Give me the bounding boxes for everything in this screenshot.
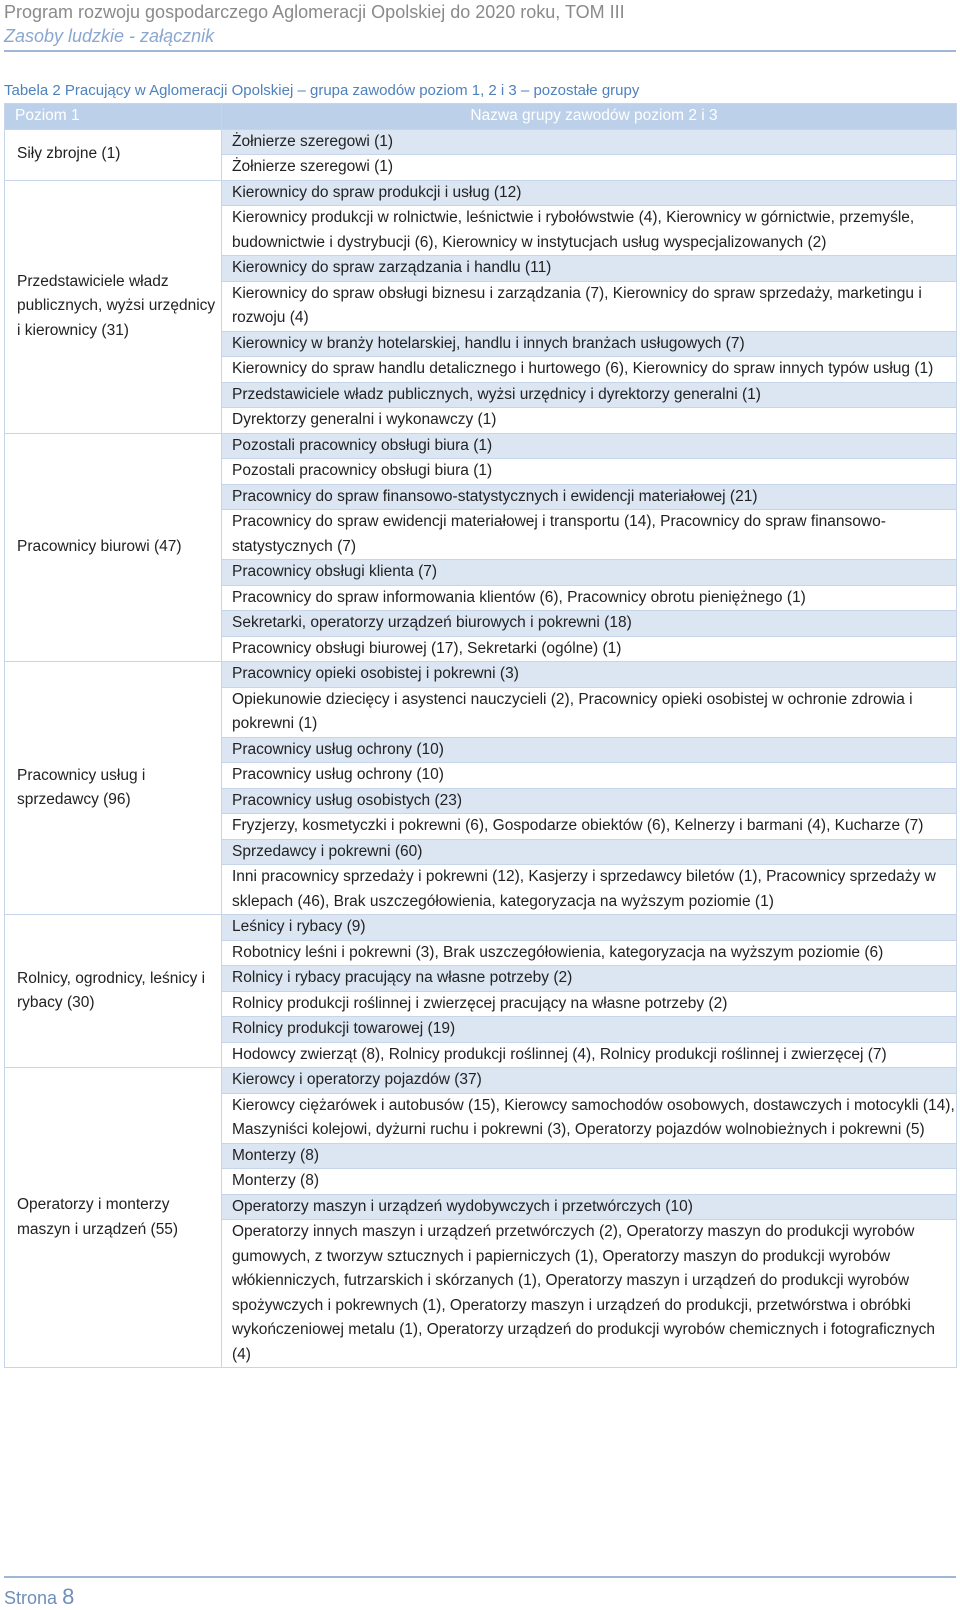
occupation-subgroup-cell: Hodowcy zwierząt (8), Rolnicy produkcji roślinnej (4), Rolnicy produkcji roślinnej i zwierzęcej (7): [222, 1042, 957, 1068]
page-footer: [4, 1576, 956, 1609]
column-header-level1: Poziom 1: [5, 104, 222, 130]
table-body: [5, 104, 957, 1368]
occupation-subgroup-cell: Operatorzy maszyn i urządzeń wydobywczych i przetwórczych (10): [222, 1194, 957, 1220]
level1-group-cell: Pracownicy usług i sprzedawcy (96): [5, 662, 222, 915]
occupation-subgroup-cell: Pracownicy do spraw finansowo-statystycznych i ewidencji materiałowej (21): [222, 484, 957, 510]
occupation-subgroup-cell: Operatorzy innych maszyn i urządzeń przetwórczych (2), Operatorzy maszyn do produkcji wyrobów gumowych, z tworzyw sztucznych i papierniczych (1), Operatorzy maszyn do produkcji wyrobów włókienniczych, futrzarskich i skórzanych (1), Operatorzy maszyn i urządzeń do produkcji wyrobów spożywczych i pokrewnych (1), Operatorzy maszyn i urządzeń do produkcji, przetwórstwa i obróbki wykończeniowej metalu (1), Operatorzy urządzeń do produkcji wyrobów chemicznych i fotograficznych (4): [222, 1220, 957, 1368]
occupation-subgroup-cell: Przedstawiciele władz publicznych, wyżsi urzędnicy i dyrektorzy generalni (1): [222, 382, 957, 408]
occupation-subgroup-cell: Pracownicy obsługi biurowej (17), Sekretarki (ogólne) (1): [222, 636, 957, 662]
occupation-subgroup-cell: Rolnicy produkcji towarowej (19): [222, 1017, 957, 1043]
level1-group-cell: Siły zbrojne (1): [5, 129, 222, 180]
occupation-subgroup-cell: Inni pracownicy sprzedaży i pokrewni (12), Kasjerzy i sprzedawcy biletów (1), Pracownicy sprzedaży w sklepach (46), Brak uszczegółowienia, kategoryzacja na wyższym poziomie (1): [222, 865, 957, 915]
occupation-subgroup-cell: Pracownicy do spraw informowania klientów (6), Pracownicy obrotu pieniężnego (1): [222, 585, 957, 611]
document-title: Program rozwoju gospodarczego Aglomeracji Opolskiej do 2020 roku, TOM III: [4, 2, 625, 22]
occupation-subgroup-cell: Pozostali pracownicy obsługi biura (1): [222, 459, 957, 485]
occupation-subgroup-cell: Rolnicy produkcji roślinnej i zwierzęcej pracujący na własne potrzeby (2): [222, 991, 957, 1017]
occupation-subgroup-cell: Kierownicy do spraw handlu detalicznego i hurtowego (6), Kierownicy do spraw innych typów usług (1): [222, 357, 957, 383]
occupation-subgroup-cell: Rolnicy i rybacy pracujący na własne potrzeby (2): [222, 966, 957, 992]
table-row: [5, 662, 957, 688]
occupations-table: [4, 103, 957, 1368]
occupation-subgroup-cell: Monterzy (8): [222, 1169, 957, 1195]
occupation-subgroup-cell: Pracownicy usług osobistych (23): [222, 788, 957, 814]
level1-group-cell: Rolnicy, ogrodnicy, leśnicy i rybacy (30): [5, 915, 222, 1068]
occupation-subgroup-cell: Sekretarki, operatorzy urządzeń biurowych i pokrewni (18): [222, 611, 957, 637]
occupation-subgroup-cell: Monterzy (8): [222, 1143, 957, 1169]
level1-group-cell: Operatorzy i monterzy maszyn i urządzeń (55): [5, 1068, 222, 1368]
table-caption: Tabela 2 Pracujący w Aglomeracji Opolskiej – grupa zawodów poziom 1, 2 i 3 – pozostałe grupy: [4, 82, 640, 99]
occupation-subgroup-cell: Kierowcy ciężarówek i autobusów (15), Kierowcy samochodów osobowych, dostawczych i motocykli (14), Maszyniści kolejowi, dyżurni ruchu i pokrewni (3), Operatorzy pojazdów wolnobieżnych i pokrewni (5): [222, 1093, 957, 1143]
page-number: 8: [62, 1584, 75, 1609]
occupation-subgroup-cell: Robotnicy leśni i pokrewni (3), Brak uszczegółowienia, kategoryzacja na wyższym poziomie (6): [222, 940, 957, 966]
occupation-subgroup-cell: Sprzedawcy i pokrewni (60): [222, 839, 957, 865]
occupation-subgroup-cell: Kierowcy i operatorzy pojazdów (37): [222, 1068, 957, 1094]
occupation-subgroup-cell: Żołnierze szeregowi (1): [222, 129, 957, 155]
occupation-subgroup-cell: Pracownicy do spraw ewidencji materiałowej i transportu (14), Pracownicy do spraw finansowo-statystycznych (7): [222, 510, 957, 560]
occupation-subgroup-cell: Opiekunowie dziecięcy i asystenci nauczycieli (2), Pracownicy opieki osobistej w ochronie zdrowia i pokrewni (1): [222, 687, 957, 737]
occupation-subgroup-cell: Kierownicy produkcji w rolnictwie, leśnictwie i rybołówstwie (4), Kierownicy w górnictwie, przemyśle, budownictwie i dystrybucji (6), Kierownicy w instytucjach usług wyspecjalizowanych (2): [222, 206, 957, 256]
table-header-row: [5, 104, 957, 130]
occupation-subgroup-cell: Kierownicy do spraw obsługi biznesu i zarządzania (7), Kierownicy do spraw sprzedaży, marketingu i rozwoju (4): [222, 281, 957, 331]
level1-group-cell: Pracownicy biurowi (47): [5, 433, 222, 662]
table-row: [5, 1068, 957, 1094]
occupation-subgroup-cell: Pracownicy usług ochrony (10): [222, 763, 957, 789]
column-header-groups: Nazwa grupy zawodów poziom 2 i 3: [222, 104, 957, 130]
table-row: [5, 129, 957, 155]
occupation-subgroup-cell: Kierownicy do spraw zarządzania i handlu (11): [222, 256, 957, 282]
occupation-subgroup-cell: Kierownicy w branży hotelarskiej, handlu i innych branżach usługowych (7): [222, 331, 957, 357]
page-number-label: [4, 1584, 74, 1610]
occupation-subgroup-cell: Pozostali pracownicy obsługi biura (1): [222, 433, 957, 459]
occupation-subgroup-cell: Pracownicy usług ochrony (10): [222, 737, 957, 763]
level1-group-cell: Przedstawiciele władz publicznych, wyżsi urzędnicy i kierownicy (31): [5, 180, 222, 433]
page-label: Strona: [4, 1588, 58, 1608]
occupation-subgroup-cell: Kierownicy do spraw produkcji i usług (12): [222, 180, 957, 206]
occupation-subgroup-cell: Pracownicy opieki osobistej i pokrewni (3): [222, 662, 957, 688]
page-header: [4, 0, 956, 52]
occupation-subgroup-cell: Leśnicy i rybacy (9): [222, 915, 957, 941]
occupation-subgroup-cell: Dyrektorzy generalni i wykonawczy (1): [222, 408, 957, 434]
table-row: [5, 180, 957, 206]
occupation-subgroup-cell: Żołnierze szeregowi (1): [222, 155, 957, 181]
document-subtitle: Zasoby ludzkie - załącznik: [4, 26, 215, 46]
table-row: [5, 915, 957, 941]
occupation-subgroup-cell: Fryzjerzy, kosmetyczki i pokrewni (6), Gospodarze obiektów (6), Kelnerzy i barmani (4), Kucharze (7): [222, 814, 957, 840]
occupation-subgroup-cell: Pracownicy obsługi klienta (7): [222, 560, 957, 586]
table-row: [5, 433, 957, 459]
